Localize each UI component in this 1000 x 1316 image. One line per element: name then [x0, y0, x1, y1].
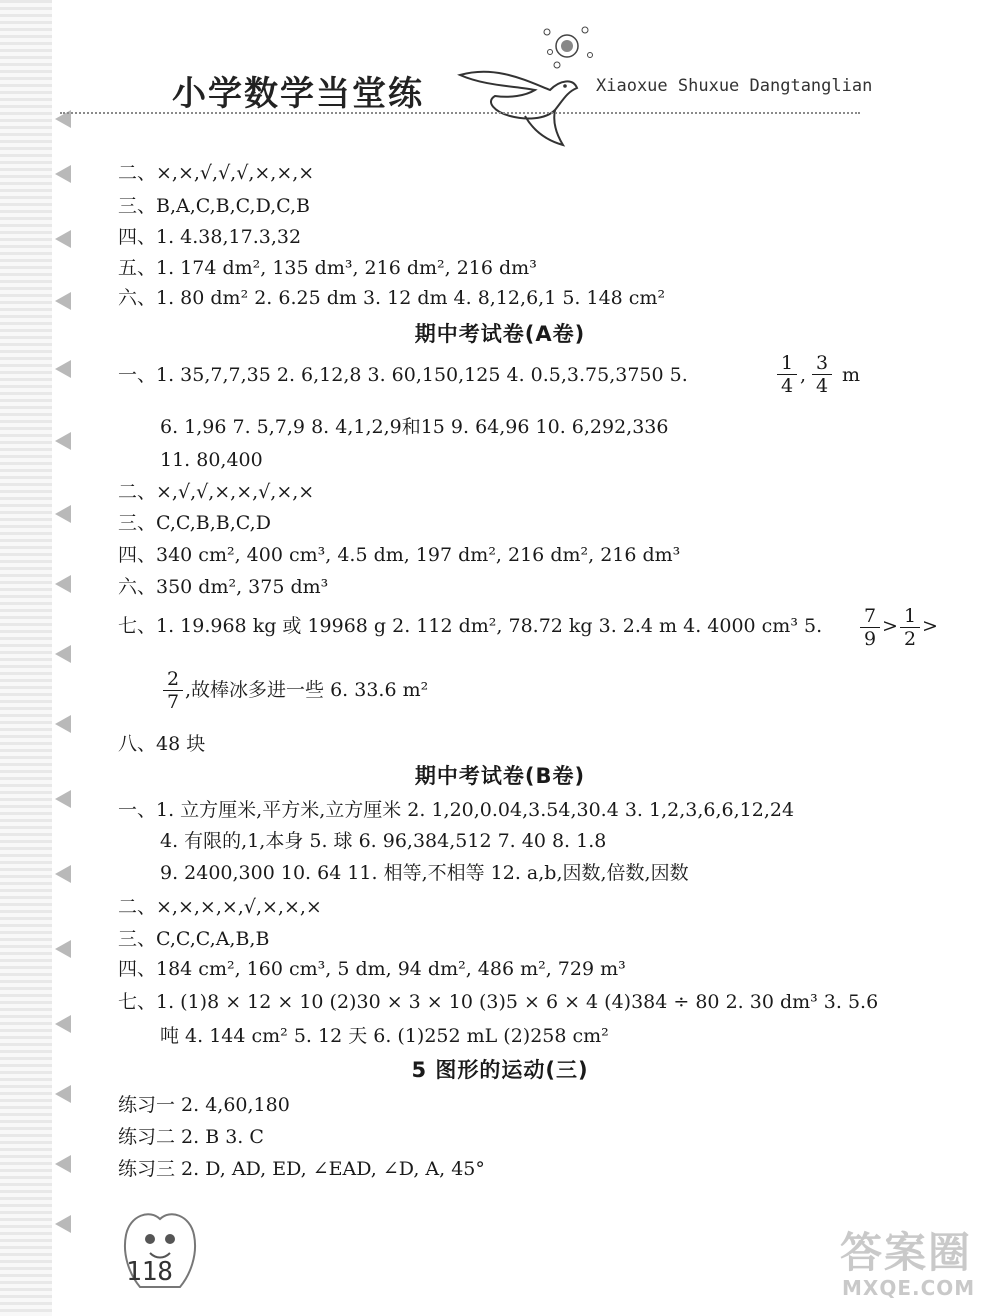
answer-line: 练习一 2. 4,60,180: [118, 1094, 290, 1116]
border-arrow-icon: [55, 505, 71, 523]
greater-than: >: [882, 615, 898, 637]
border-arrow-icon: [55, 1215, 71, 1233]
greater-than: >: [922, 615, 938, 637]
border-arrow-icon: [55, 1015, 71, 1033]
section-title-midterm-a: 期中考试卷(A卷): [414, 322, 586, 346]
border-arrow-icon: [55, 360, 71, 378]
watermark: [830, 1218, 990, 1310]
fraction-denominator: 4: [780, 375, 794, 397]
answer-line: 吨 4. 144 cm² 5. 12 天 6. (1)252 mL (2)258 cm²: [160, 1025, 609, 1047]
unit-label: m: [842, 364, 861, 386]
fraction: [163, 668, 183, 713]
left-border-decoration: [0, 0, 52, 1316]
answer-line: 一、1. 立方厘米,平方米,立方厘米 2. 1,20,0.04,3.54,30.4 3. 1,2,3,6,6,12,24: [118, 799, 795, 821]
fraction: [860, 605, 880, 650]
border-arrow-icon: [55, 1085, 71, 1103]
answer-line: 二、×,×,×,×,√,×,×,×: [118, 896, 322, 918]
fraction: [900, 605, 920, 650]
answer-line: 六、1. 80 dm² 2. 6.25 dm 3. 12 dm 4. 8,12,6,1 5. 148 cm²: [118, 287, 666, 309]
fraction: [777, 352, 797, 397]
fraction-numerator: 1: [900, 605, 920, 628]
answer-line: 三、C,C,C,A,B,B: [118, 928, 270, 950]
fraction-numerator: 3: [812, 352, 832, 375]
answer-line: 11. 80,400: [160, 449, 263, 471]
border-arrow-icon: [55, 432, 71, 450]
answer-line: 六、350 dm², 375 dm³: [118, 576, 329, 598]
border-arrow-icon: [55, 575, 71, 593]
answer-line: ,故棒冰多进一些 6. 33.6 m²: [185, 679, 429, 701]
answer-line: 练习三 2. D, AD, ED, ∠EAD, ∠D, A, 45°: [118, 1158, 485, 1180]
answer-line: 一、1. 35,7,7,35 2. 6,12,8 3. 60,150,125 4. 0.5,3.75,3750 5.: [118, 364, 688, 386]
book-title: 小学数学当堂练: [172, 74, 424, 114]
answer-line: 二、×,√,√,×,×,√,×,×: [118, 481, 315, 503]
watermark-text: 答案圈: [840, 1228, 973, 1277]
fraction-denominator: 9: [863, 628, 877, 650]
fraction-numerator: 1: [777, 352, 797, 375]
border-arrow-icon: [55, 715, 71, 733]
answer-line: 三、B,A,C,B,C,D,C,B: [118, 195, 311, 217]
border-arrow-icon: [55, 940, 71, 958]
answer-line: 四、1. 4.38,17.3,32: [118, 226, 302, 248]
answer-line: 练习二 2. B 3. C: [118, 1126, 264, 1148]
answer-line: 七、1. (1)8 × 12 × 10 (2)30 × 3 × 10 (3)5 × 6 × 4 (4)384 ÷ 80 2. 30 dm³ 3. 5.6: [118, 991, 879, 1013]
fraction-denominator: 2: [903, 628, 917, 650]
border-arrow-icon: [55, 790, 71, 808]
dove-icon: [455, 20, 605, 155]
answer-line: 6. 1,96 7. 5,7,9 8. 4,1,2,9和15 9. 64,96 10. 6,292,336: [160, 416, 669, 438]
border-arrow-icon: [55, 230, 71, 248]
border-arrow-icon: [55, 165, 71, 183]
border-arrow-icon: [55, 1155, 71, 1173]
answer-line: 三、C,C,B,B,C,D: [118, 512, 271, 534]
watermark-url: MXQE.COM: [842, 1276, 976, 1300]
answer-line: 八、48 块: [118, 733, 206, 755]
border-arrow-icon: [55, 645, 71, 663]
answer-line: 五、1. 174 dm², 135 dm³, 216 dm², 216 dm³: [118, 257, 537, 279]
section-title-chapter-5: 5 图形的运动(三): [411, 1058, 589, 1082]
page-number: 118: [126, 1257, 173, 1287]
fraction-denominator: 7: [166, 691, 180, 713]
answer-line: 二、×,×,√,√,√,×,×,×: [118, 162, 315, 184]
answer-line: 四、340 cm², 400 cm³, 4.5 dm, 197 dm², 216 dm², 216 dm³: [118, 544, 681, 566]
section-title-midterm-b: 期中考试卷(B卷): [414, 764, 586, 788]
border-arrow-icon: [55, 865, 71, 883]
header-divider: [60, 112, 860, 114]
answer-line: 9. 2400,300 10. 64 11. 相等,不相等 12. a,b,因数,倍数,因数: [160, 862, 689, 884]
book-title-english: Xiaoxue Shuxue Dangtanglian: [596, 76, 873, 96]
fraction-denominator: 4: [815, 375, 829, 397]
fraction-numerator: 7: [860, 605, 880, 628]
border-arrow-icon: [55, 292, 71, 310]
comma: ,: [800, 364, 807, 386]
fraction-numerator: 2: [163, 668, 183, 691]
answer-line: 4. 有限的,1,本身 5. 球 6. 96,384,512 7. 40 8. 1.8: [160, 830, 607, 852]
fraction: [812, 352, 832, 397]
page-number-badge: [120, 1205, 200, 1300]
answer-line: 四、184 cm², 160 cm³, 5 dm, 94 dm², 486 m², 729 m³: [118, 958, 626, 980]
page-header: [0, 0, 1000, 150]
answer-line: 七、1. 19.968 kg 或 19968 g 2. 112 dm², 78.72 kg 3. 2.4 m 4. 4000 cm³ 5.: [118, 615, 823, 637]
